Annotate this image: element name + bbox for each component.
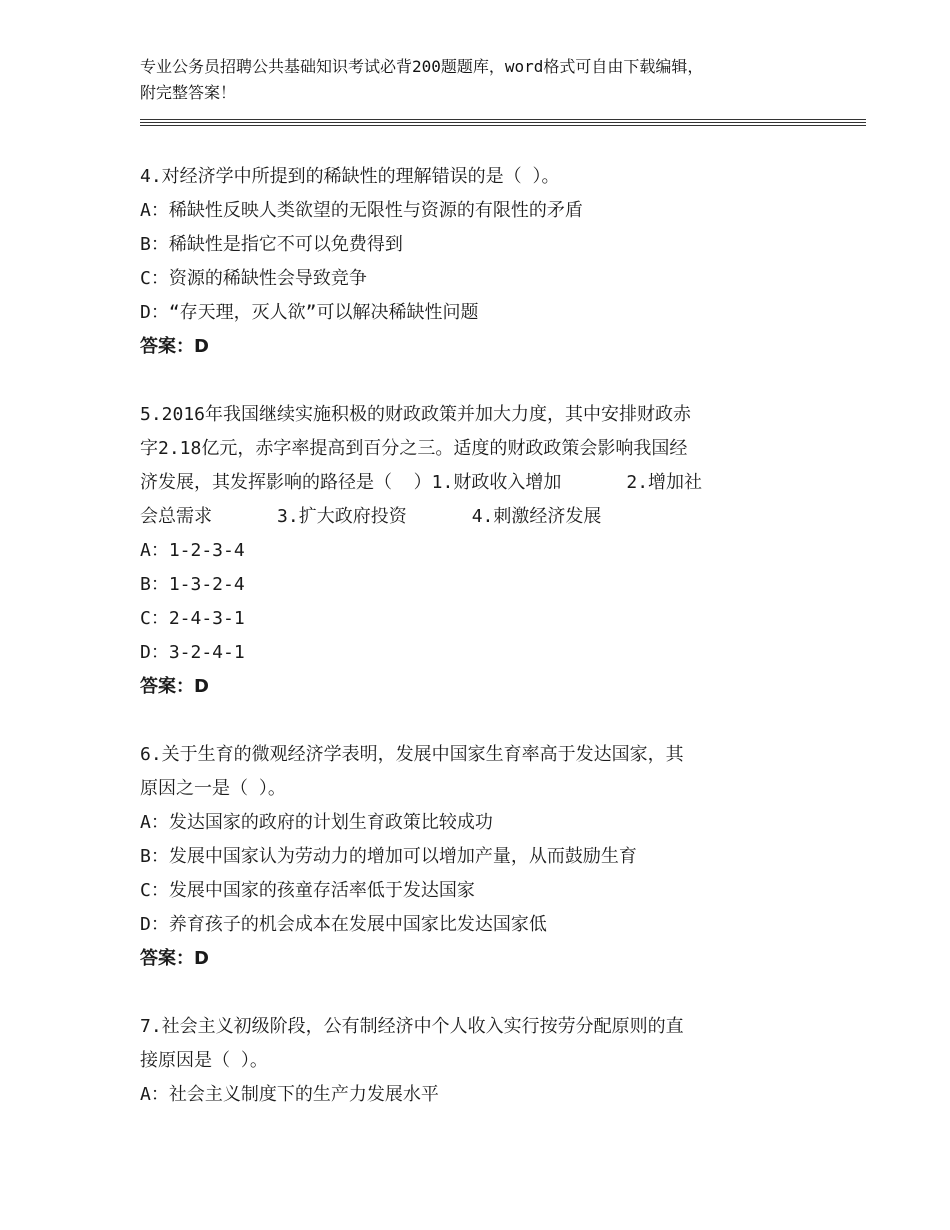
document-header (140, 54, 820, 106)
option-a: A：1-2-3-4 (140, 540, 245, 561)
question-stem: 原因之一是（ ）。 (140, 778, 286, 799)
header-line-1: 专业公务员招聘公共基础知识考试必背200题题库，word格式可自由下载编辑， (140, 57, 704, 76)
question-stem: 接原因是（ ）。 (140, 1050, 268, 1071)
header-divider (140, 119, 866, 120)
option-c: C：2-4-3-1 (140, 608, 245, 629)
option-b: B：1-3-2-4 (140, 574, 245, 595)
answer-label: 答案：D (140, 336, 209, 357)
header-divider (140, 125, 866, 126)
option-a: A：发达国家的政府的计划生育政策比较成功 (140, 812, 493, 833)
question-stem: 济发展，其发挥影响的路径是（ ）1.财政收入增加 2.增加社 (140, 472, 703, 493)
question-list (140, 160, 830, 1146)
question-5 (140, 398, 830, 704)
option-c: C：发展中国家的孩童存活率低于发达国家 (140, 880, 475, 901)
answer-label: 答案：D (140, 676, 209, 697)
header-line-2: 附完整答案！ (140, 83, 237, 102)
question-4 (140, 160, 830, 364)
question-7 (140, 1010, 830, 1112)
option-a: A：社会主义制度下的生产力发展水平 (140, 1084, 439, 1105)
option-c: C：资源的稀缺性会导致竞争 (140, 268, 367, 289)
option-d: D：“存天理，灭人欲”可以解决稀缺性问题 (140, 302, 479, 323)
question-stem: 5.2016年我国继续实施积极的财政政策并加大力度，其中安排财政赤 (140, 404, 692, 425)
header-divider (140, 122, 866, 123)
question-stem: 4.对经济学中所提到的稀缺性的理解错误的是（ ）。 (140, 166, 560, 187)
option-a: A：稀缺性反映人类欲望的无限性与资源的有限性的矛盾 (140, 200, 583, 221)
question-stem: 7.社会主义初级阶段，公有制经济中个人收入实行按劳分配原则的直 (140, 1016, 684, 1037)
option-d: D：养育孩子的机会成本在发展中国家比发达国家低 (140, 914, 547, 935)
question-stem: 6.关于生育的微观经济学表明，发展中国家生育率高于发达国家，其 (140, 744, 684, 765)
question-6 (140, 738, 830, 976)
question-stem: 会总需求 3.扩大政府投资 4.刺激经济发展 (140, 506, 602, 527)
option-b: B：发展中国家认为劳动力的增加可以增加产量，从而鼓励生育 (140, 846, 637, 867)
option-b: B：稀缺性是指它不可以免费得到 (140, 234, 403, 255)
option-d: D：3-2-4-1 (140, 642, 245, 663)
question-stem: 字2.18亿元，赤字率提高到百分之三。适度的财政政策会影响我国经 (140, 438, 688, 459)
answer-label: 答案：D (140, 948, 209, 969)
